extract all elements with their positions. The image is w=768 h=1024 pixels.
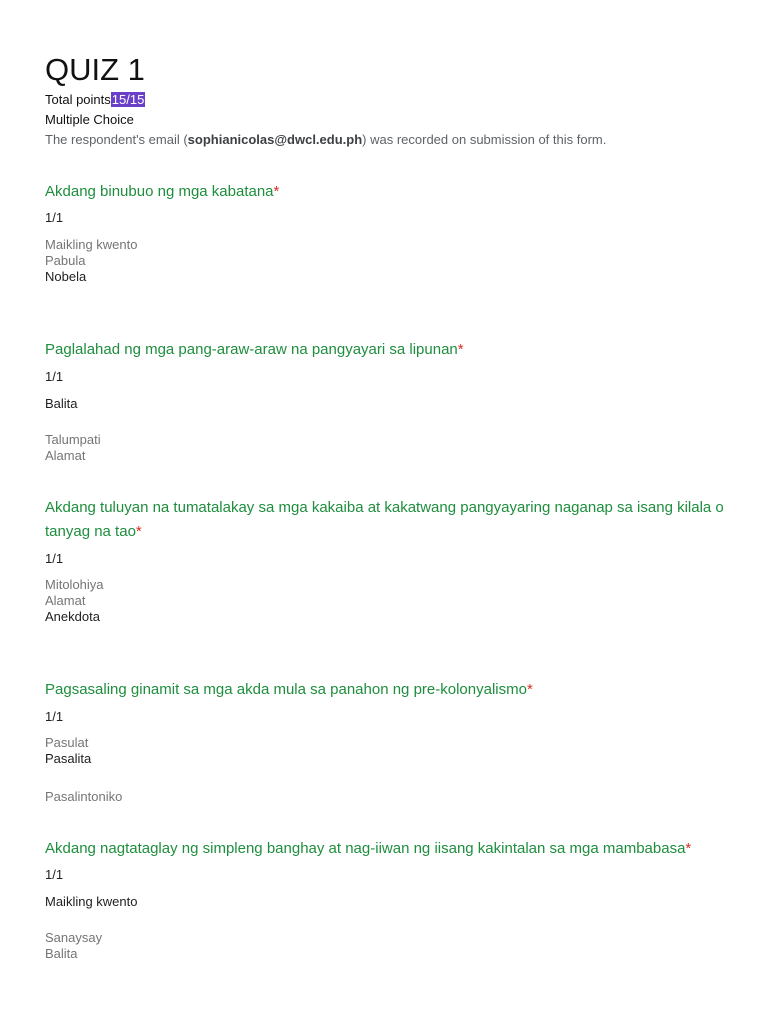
option: Sanaysay	[45, 930, 103, 945]
question-text: Akdang tuluyan na tumatalakay sa mga kakaiba at kakatwang pangyayaring naganap sa isang kilala o tanyag na tao	[45, 499, 724, 540]
option: Pasulat	[45, 735, 89, 750]
section-title: Multiple Choice	[45, 112, 134, 127]
required-mark: *	[273, 183, 280, 200]
question-title	[45, 837, 735, 861]
respondent-email: sophianicolas@dwcl.edu.ph	[187, 132, 363, 147]
question-title	[45, 678, 735, 702]
option-selected: Anekdota	[45, 609, 100, 624]
option-selected: Balita	[45, 396, 78, 411]
total-points	[45, 92, 145, 108]
question-title	[45, 496, 735, 544]
option: Maikling kwento	[45, 237, 138, 252]
question-text: Akdang binubuo ng mga kabatana	[45, 183, 274, 200]
option: Pasalintoniko	[45, 789, 123, 804]
option-selected: Pasalita	[45, 751, 92, 766]
option: Talumpati	[45, 432, 101, 447]
required-mark: *	[135, 523, 142, 540]
option: Alamat	[45, 593, 86, 608]
email-suffix: ) was recorded on submission of this form.	[362, 132, 607, 147]
question-text: Pagsasaling ginamit sa mga akda mula sa panahon ng pre-kolonyalismo	[45, 681, 527, 698]
required-mark: *	[685, 840, 692, 857]
question-score: 1/1	[45, 551, 64, 566]
required-mark: *	[526, 681, 533, 698]
option-selected: Nobela	[45, 269, 87, 284]
question-text: Akdang nagtataglay ng simpleng banghay at nag-iiwan ng iisang kakintalan sa mga mambabasa	[45, 840, 686, 857]
question-title	[45, 338, 735, 362]
total-points-value: 15/15	[111, 92, 145, 107]
option: Balita	[45, 946, 78, 961]
question-score: 1/1	[45, 709, 64, 724]
page-title: QUIZ 1	[45, 52, 145, 87]
option: Alamat	[45, 448, 86, 463]
option: Pabula	[45, 253, 86, 268]
email-notice	[45, 132, 606, 148]
question-text: Paglalahad ng mga pang-araw-araw na pangyayari sa lipunan	[45, 341, 458, 358]
question-title	[45, 180, 735, 204]
question-score: 1/1	[45, 369, 64, 384]
option: Mitolohiya	[45, 577, 104, 592]
email-prefix: The respondent's email (	[45, 132, 188, 147]
required-mark: *	[457, 341, 464, 358]
total-points-label: Total points	[45, 92, 111, 107]
question-score: 1/1	[45, 210, 64, 225]
question-score: 1/1	[45, 867, 64, 882]
option-selected: Maikling kwento	[45, 894, 138, 909]
